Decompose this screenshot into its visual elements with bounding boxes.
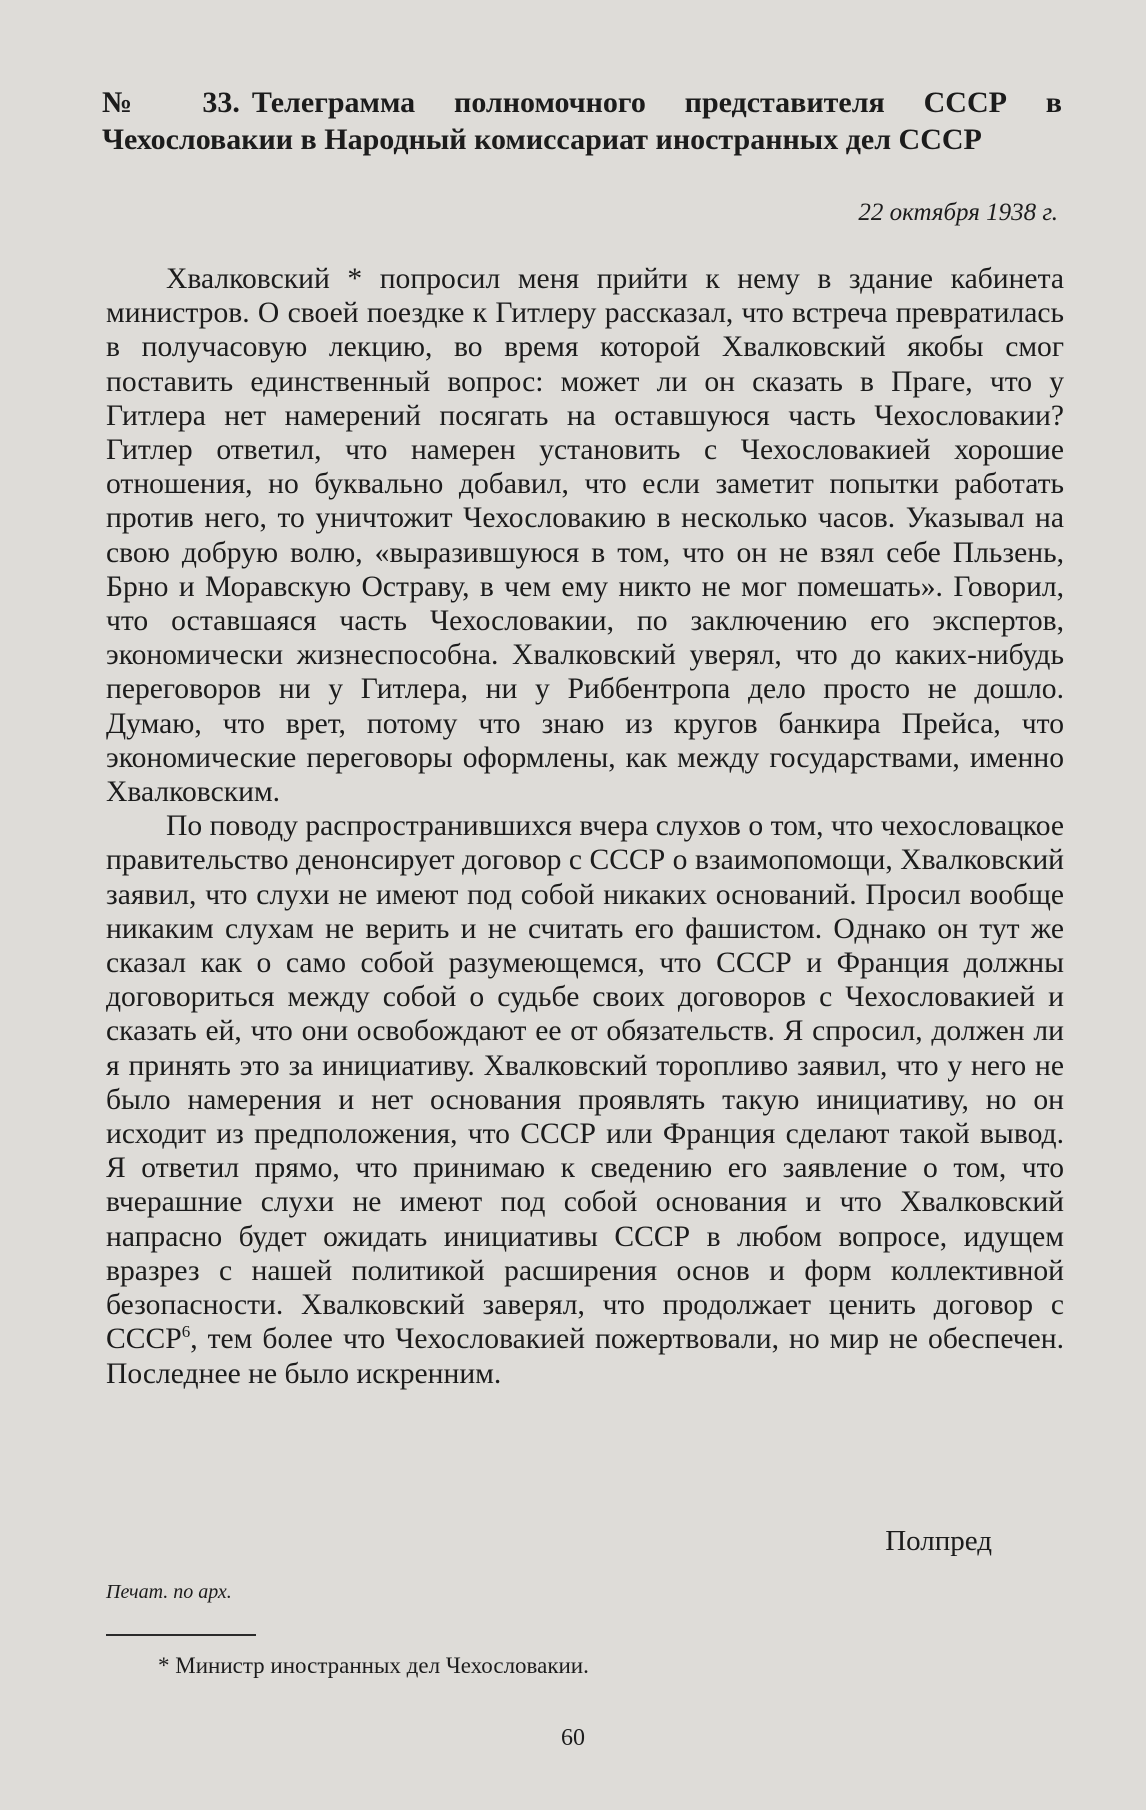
paragraph-2-rest: , тем более что Чехословакией пожертвовали, но мир не обеспечен. Последнее не было искренним. bbox=[106, 1323, 1064, 1390]
page-number: 60 bbox=[561, 1725, 585, 1751]
document-title: Телеграмма полномочного представителя СССР в Чехословакии в Народный комиссариат иностранных дел СССР bbox=[102, 86, 1062, 156]
note-reference: 6 bbox=[181, 1322, 191, 1342]
paragraph-1 bbox=[106, 262, 1064, 809]
document-heading bbox=[102, 84, 1062, 158]
document-date: 22 октября 1938 г. bbox=[858, 199, 1058, 226]
paragraph-1-start: Хвалковский bbox=[166, 263, 330, 295]
footnote-divider bbox=[106, 1634, 256, 1636]
paragraph-2 bbox=[106, 809, 1064, 1390]
signature: Полпред bbox=[885, 1525, 992, 1557]
paragraph-1-rest: попросил меня прийти к нему в здание кабинета министров. О своей поездке к Гитлеру рассказал, что встреча превратилась в получасовую лекцию, во время которой Хвалковский якобы смог поставить единственный вопрос: может ли он сказать в Праге, что у Гитлера нет намерений посягать на оставшуюся часть Чехословакии? Гитлер ответил, что намерен установить с Чехословакией хорошие отношения, но буквально добавил, что если заметит попытки работать против него, то уничтожит Чехословакию в несколько часов. Указывал на свою добрую волю, «выразившуюся в том, что он не взял себе Пльзень, Брно и Моравскую Остраву, в чем ему никто не мог помешать». Говорил, что оставшаяся часть Чехословакии, по заключению его экспертов, экономически жизнеспособна. Хвалковский уверял, что до каких-нибудь переговоров ни у Гитлера, ни у Риббентропа дело просто не дошло. Думаю, что врет, потому что знаю из кругов банкира Прейса, что экономические переговоры оформлены, как между государствами, именно Хвалковским. bbox=[106, 263, 1064, 809]
footnote: * Министр иностранных дел Чехословакии. bbox=[158, 1653, 589, 1678]
source-note: Печат. по арх. bbox=[106, 1581, 232, 1603]
paragraph-2-start: По поводу распространившихся вчера слухов о том, что чехословацкое правительство денонсирует договор с СССР о взаимопомощи, Хвалковский заявил, что слухи не имеют под собой никаких оснований. Просил вообще никаким слухам не верить и не считать его фашистом. Однако он тут же сказал как о само собой разумеющемся, что СССР и Франция должны договориться между собой о судьбе своих договоров с Чехословакией и сказать ей, что они освобождают ее от обязательств. Я спросил, должен ли я принять это за инициативу. Хвалковский торопливо заявил, что у него не было намерения и нет основания проявлять такую инициативу, но он исходит из предположения, что СССР или Франция сделают такой вывод. Я ответил прямо, что принимаю к сведению его заявление о том, что вчерашние слухи не имеют под собой основания и что Хвалковский напрасно будет ожидать инициативы СССР в любом вопросе, идущем вразрез с нашей политикой расширения основ и форм коллективной безопасности. Хвалковский заверял, что продолжает ценить договор с СССР bbox=[106, 810, 1064, 1356]
document-body bbox=[106, 262, 1064, 1391]
footnote-marker: * bbox=[329, 263, 380, 295]
document-number: № 33. bbox=[102, 86, 240, 119]
